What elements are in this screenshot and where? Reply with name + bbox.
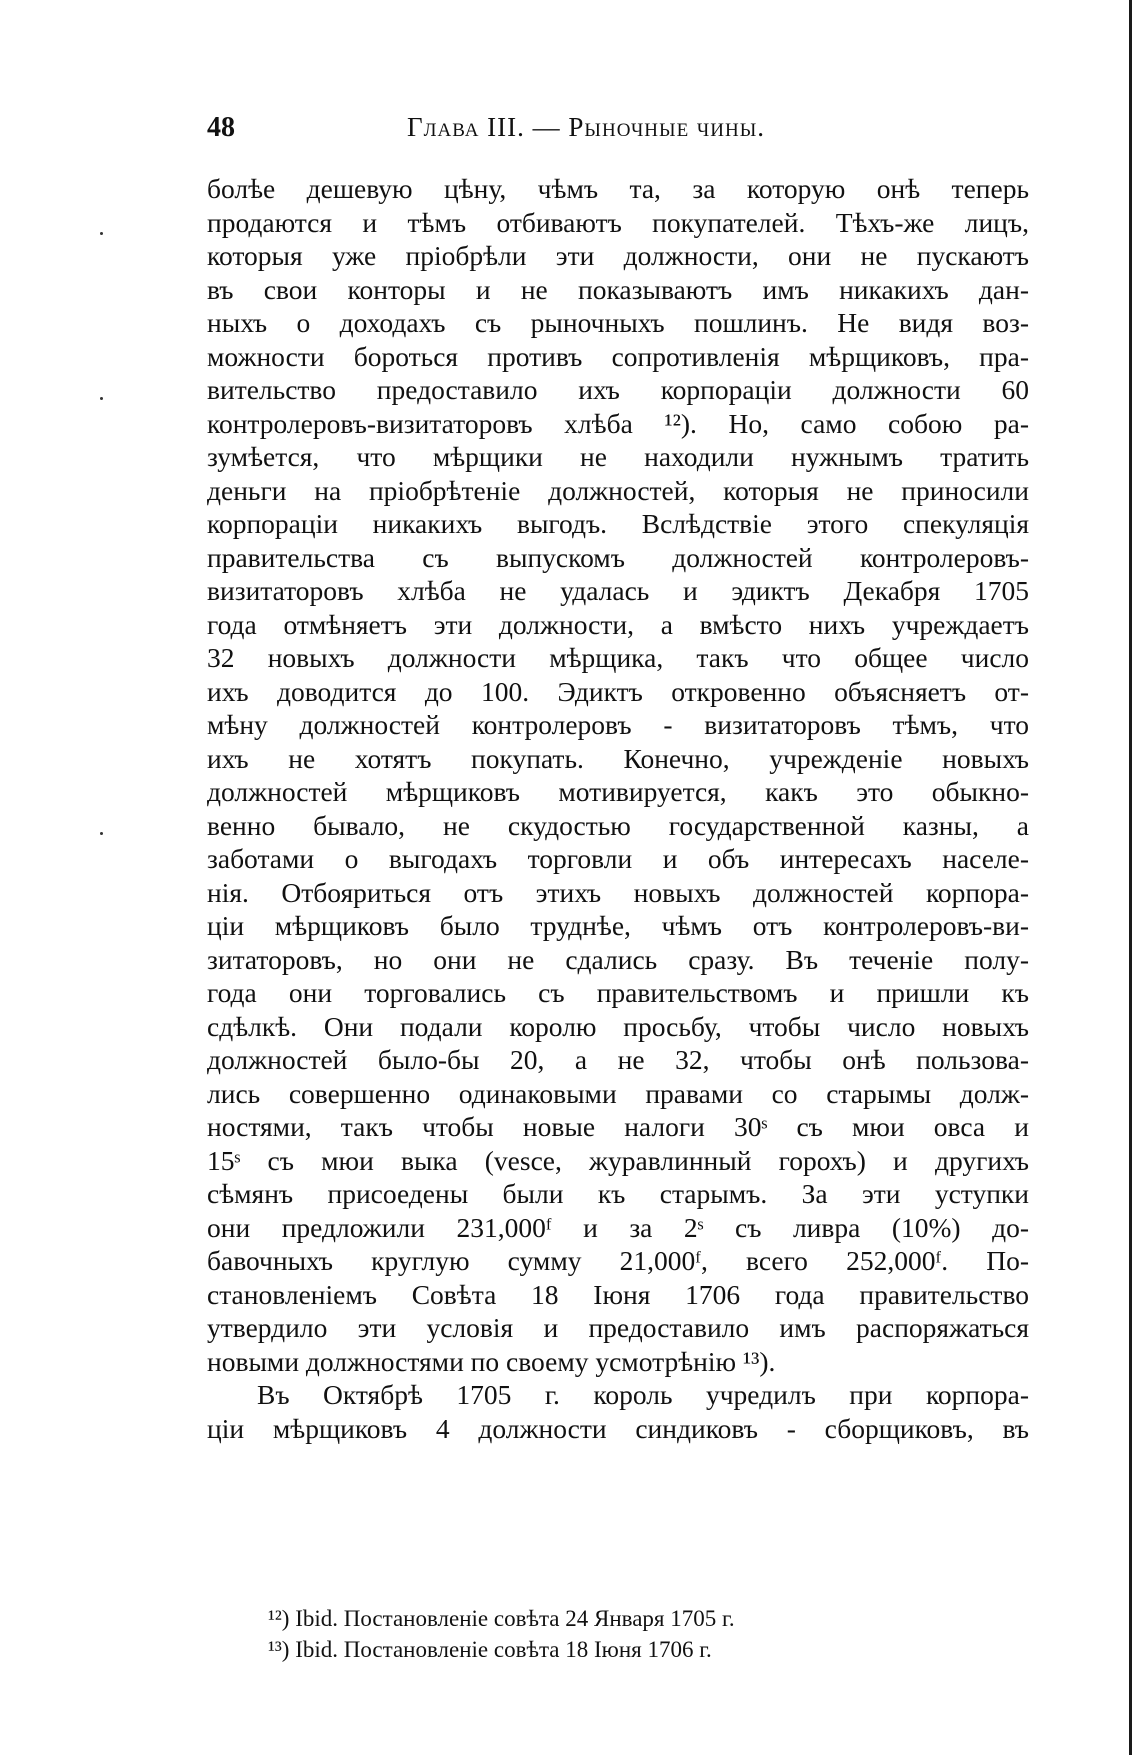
footnote: ¹³) Ibid. Постановленіе совѣта 18 Іюня 1706 г.	[268, 1637, 712, 1662]
text-line: года отмѣняетъ эти должности, а вмѣсто нихъ учреждаетъ	[207, 608, 1029, 640]
text-line: зумѣется, что мѣрщики не находили нужнымъ тратить	[207, 441, 1029, 472]
text-line: сдѣлкѣ. Они подали королю просьбу, чтобы число новыхъ	[207, 1010, 1029, 1042]
text-line: утвердило эти условія и предоставило имъ распоряжаться	[207, 1312, 1029, 1343]
text-line: лись совершенно одинаковыми правами со старымы долж-	[207, 1077, 1029, 1109]
text-line: становленіемъ Совѣта 18 Іюня 1706 года правительство	[207, 1278, 1029, 1310]
text-line: ціи мѣрщиковъ было труднѣе, чѣмъ отъ контролеровъ-ви-	[207, 910, 1029, 941]
text-line: визитаторовъ хлѣба не удалась и эдиктъ Декабря 1705	[207, 575, 1029, 606]
text-line: заботами о выгодахъ торговли и объ интересахъ населе-	[207, 843, 1029, 874]
text-line: должностей мѣрщиковъ мотивируется, какъ это обыкно-	[207, 776, 1029, 807]
text-line: ихъ не хотятъ покупать. Конечно, учрежденіе новыхъ	[207, 742, 1029, 774]
page-header	[207, 112, 1029, 152]
text-line: ныхъ о доходахъ съ рыночныхъ пошлинъ. Не видя воз-	[207, 307, 1029, 338]
text-line: они предложили 231,000ᶠ и за 2ˢ съ ливра (10%) до-	[207, 1211, 1029, 1243]
text-line: сѣмянъ присоедены были къ старымъ. За эти уступки	[207, 1178, 1029, 1209]
scan-speck	[100, 397, 103, 400]
running-head: Глава III. — Рыночные чины.	[407, 112, 766, 142]
page-edge-line	[1129, 0, 1132, 1755]
text-line: которыя уже пріобрѣли эти должности, они не пускаютъ	[207, 240, 1029, 271]
text-line: въ свои конторы и не показываютъ имъ никакихъ дан-	[207, 273, 1029, 305]
scan-speck	[100, 232, 103, 235]
body-text	[207, 172, 1029, 1445]
text-line: можности бороться противъ сопротивленія мѣрщиковъ, пра-	[207, 340, 1029, 372]
text-line: зитаторовъ, но они не сдались сразу. Въ теченіе полу-	[207, 943, 1029, 975]
text-line: продаются и тѣмъ отбиваютъ покупателей. Тѣхъ-же лицъ,	[207, 206, 1029, 238]
text-line: ихъ доводится до 100. Эдиктъ откровенно объясняетъ от-	[207, 675, 1029, 707]
page-number: 48	[207, 112, 235, 143]
scan-speck	[100, 832, 103, 835]
text-line: правительства съ выпускомъ должностей контролеровъ-	[207, 541, 1029, 573]
text-line: болѣе дешевую цѣну, чѣмъ та, за которую онѣ теперь	[207, 173, 1029, 204]
text-line: деньги на пріобрѣтеніе должностей, которыя не приносили	[207, 474, 1029, 506]
text-line: 15ˢ съ мюи выка (vesce, журавлинный горохъ) и другихъ	[207, 1144, 1029, 1176]
text-line: должностей было-бы 20, а не 32, чтобы онѣ пользова-	[207, 1044, 1029, 1075]
footnote: ¹²) Ibid. Постановленіе совѣта 24 Января 1705 г.	[268, 1606, 735, 1631]
text-line: ностями, такъ чтобы новые налоги 30ˢ съ мюи овса и	[207, 1111, 1029, 1142]
text-line: года они торговались съ правительствомъ и пришли къ	[207, 977, 1029, 1008]
text-line: вительство предоставило ихъ корпораціи должности 60	[207, 374, 1029, 405]
text-line: Въ Октябрѣ 1705 г. король учредилъ при корпора-	[257, 1379, 1029, 1410]
text-line: 32 новыхъ должности мѣрщика, такъ что общее число	[207, 642, 1029, 673]
text-line: новыми должностями по своему усмотрѣнію ¹³).	[207, 1345, 776, 1377]
text-line: корпораціи никакихъ выгодъ. Вслѣдствіе этого спекуляція	[207, 508, 1029, 539]
text-line: нія. Отбояриться отъ этихъ новыхъ должностей корпора-	[207, 876, 1029, 908]
text-line: бавочныхъ круглую сумму 21,000ᶠ, всего 252,000ᶠ. По-	[207, 1245, 1029, 1276]
footnotes	[268, 1603, 968, 1665]
text-line: контролеровъ-визитаторовъ хлѣба ¹²). Но, само собою ра-	[207, 407, 1029, 439]
text-line: мѣну должностей контролеровъ - визитаторовъ тѣмъ, что	[207, 709, 1029, 740]
text-line: ціи мѣрщиковъ 4 должности синдиковъ - сборщиковъ, въ	[207, 1412, 1029, 1444]
text-line: венно бывало, не скудостью государственной казны, а	[207, 809, 1029, 841]
